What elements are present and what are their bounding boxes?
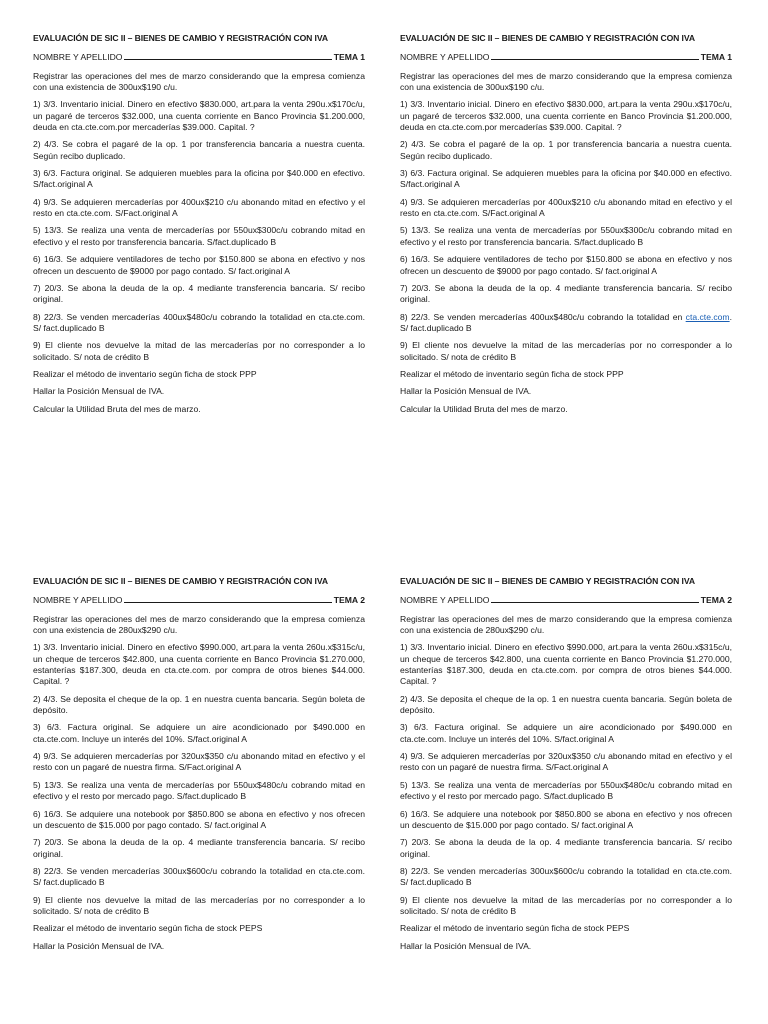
intro-text: Registrar las operaciones del mes de marzo considerando que la empresa comienza con una existencia de 280ux$290 c/u. xyxy=(33,613,365,636)
operation-1: 1) 3/3. Inventario inicial. Dinero en efectivo $830.000, art.para la venta 290u.x$170c/u, un pagaré de terceros $32.000, una cuenta corriente en Banco Provincia $1.200.000, deuda en cta.cte.com.por mercaderías $39.000. Capital. ? xyxy=(33,99,365,133)
operation-3: 3) 6/3. Factura original. Se adquieren muebles para la oficina por $40.000 en efectivo. S/fact.original A xyxy=(33,168,365,190)
tema-label: TEMA 2 xyxy=(333,595,365,606)
operation-8: 8) 22/3. Se venden mercaderías 400ux$480c/u cobrando la totalidad en cta.cte.com. S/ fact.duplicado B xyxy=(33,311,365,333)
exam-sheet-tema1-left xyxy=(33,33,365,421)
tema-label: TEMA 2 xyxy=(700,595,732,606)
exam-title: EVALUACIÓN DE SIC II – BIENES DE CAMBIO Y REGISTRACIÓN CON IVA xyxy=(33,33,328,43)
operation-6: 6) 16/3. Se adquiere una notebook por $850.800 se abona en efectivo y nos ofrecen un descuento de $15.000 por pago contado. S/ fact.original A xyxy=(33,808,365,830)
operation-2: 2) 4/3. Se cobra el pagaré de la op. 1 por transferencia bancaria a nuestra cuenta. Según recibo duplicado. xyxy=(400,139,732,161)
operation-3: 3) 6/3. Factura original. Se adquiere un aire acondicionado por $490.000 en cta.cte.com. Incluye un interés del 10%. S/fact.original A xyxy=(33,722,365,744)
operation-6: 6) 16/3. Se adquiere ventiladores de techo por $150.800 se abona en efectivo y nos ofrecen un descuento de $9000 por pago contado. S/ fact.original A xyxy=(400,254,732,276)
operation-8 xyxy=(400,312,732,335)
operation-2: 2) 4/3. Se deposita el cheque de la op. 1 en nuestra cuenta bancaria. Según boleta de depósito. xyxy=(33,693,365,716)
operation-4: 4) 9/3. Se adquieren mercaderías por 320ux$350 c/u abonando mitad en efectivo y el resto con un pagaré de nuestra firma. S/Fact.original A xyxy=(400,751,732,773)
operation-8-text: 8) 22/3. Se venden mercaderías 400ux$480c/u cobrando la totalidad en xyxy=(400,311,686,322)
intro-text: Registrar las operaciones del mes de marzo considerando que la empresa comienza con una existencia de 300ux$190 c/u. xyxy=(400,70,732,93)
operation-4: 4) 9/3. Se adquieren mercaderías por 400ux$210 c/u abonando mitad en efectivo y el resto en cta.cte.com. S/Fact.original A xyxy=(33,196,365,219)
operation-4: 4) 9/3. Se adquieren mercaderías por 320ux$350 c/u abonando mitad en efectivo y el resto con un pagaré de nuestra firma. S/Fact.original A xyxy=(33,751,365,773)
name-label: NOMBRE Y APELLIDO xyxy=(400,52,490,63)
name-label: NOMBRE Y APELLIDO xyxy=(33,595,123,606)
task-2: Hallar la Posición Mensual de IVA. xyxy=(400,386,532,397)
task-1: Realizar el método de inventario según ficha de stock PEPS xyxy=(33,923,263,934)
operation-2: 2) 4/3. Se deposita el cheque de la op. 1 en nuestra cuenta bancaria. Según boleta de depósito. xyxy=(400,693,732,716)
operation-6: 6) 16/3. Se adquiere una notebook por $850.800 se abona en efectivo y nos ofrecen un descuento de $15.000 por pago contado. S/ fact.original A xyxy=(400,808,732,830)
operation-7: 7) 20/3. Se abona la deuda de la op. 4 mediante transferencia bancaria. S/ recibo original. xyxy=(400,837,732,859)
exam-sheet-tema2-right xyxy=(400,576,732,958)
name-line xyxy=(491,51,698,60)
name-row xyxy=(400,594,732,606)
operation-9: 9) El cliente nos devuelve la mitad de las mercaderías por no corresponder a lo solicitado. S/ nota de crédito B xyxy=(33,894,365,916)
operation-7: 7) 20/3. Se abona la deuda de la op. 4 mediante transferencia bancaria. S/ recibo original. xyxy=(33,282,365,305)
operation-1: 1) 3/3. Inventario inicial. Dinero en efectivo $990.000, art.para la venta 260u.x$315c/u, un cheque de terceros $42.800, una cuenta corriente en Banco Provincia $1.270.000, estanterías $187.300, deuda en cta.cte.com. por compra de otros bienes $44.000. Capital. ? xyxy=(400,642,732,687)
intro-text: Registrar las operaciones del mes de marzo considerando que la empresa comienza con una existencia de 300ux$190 c/u. xyxy=(33,70,365,93)
operation-9: 9) El cliente nos devuelve la mitad de las mercaderías por no corresponder a lo solicitado. S/ nota de crédito B xyxy=(400,340,732,362)
name-line xyxy=(124,51,331,60)
tema-label: TEMA 1 xyxy=(700,52,732,63)
operation-5: 5) 13/3. Se realiza una venta de mercaderías por 550ux$480c/u cobrando mitad en efectivo y el resto por mercado pago. S/fact.duplicado B xyxy=(400,779,732,802)
operation-2: 2) 4/3. Se cobra el pagaré de la op. 1 por transferencia bancaria a nuestra cuenta. Según recibo duplicado. xyxy=(33,139,365,161)
intro-text: Registrar las operaciones del mes de marzo considerando que la empresa comienza con una existencia de 280ux$290 c/u. xyxy=(400,613,732,636)
exam-title: EVALUACIÓN DE SIC II – BIENES DE CAMBIO Y REGISTRACIÓN CON IVA xyxy=(400,576,695,586)
name-line xyxy=(491,594,698,603)
operation-1: 1) 3/3. Inventario inicial. Dinero en efectivo $990.000, art.para la venta 260u.x$315c/u, un cheque de terceros $42.800, una cuenta corriente en Banco Provincia $1.270.000, estanterías $187.300, deuda en cta.cte.com. por compra de otros bienes $44.000. Capital. ? xyxy=(33,642,365,687)
task-2: Hallar la Posición Mensual de IVA. xyxy=(33,940,165,951)
name-row xyxy=(33,594,365,606)
operation-9: 9) El cliente nos devuelve la mitad de las mercaderías por no corresponder a lo solicitado. S/ nota de crédito B xyxy=(33,340,365,362)
operation-8-suffix: . S/ fact.duplicado B xyxy=(400,311,732,333)
tema-label: TEMA 1 xyxy=(333,52,365,63)
task-1: Realizar el método de inventario según ficha de stock PPP xyxy=(400,368,624,379)
name-label: NOMBRE Y APELLIDO xyxy=(400,595,490,606)
name-row xyxy=(33,51,365,63)
operation-8: 8) 22/3. Se venden mercaderías 300ux$600c/u cobrando la totalidad en cta.cte.com. S/ fact.duplicado B xyxy=(400,865,732,888)
task-2: Hallar la Posición Mensual de IVA. xyxy=(400,940,532,951)
operation-5: 5) 13/3. Se realiza una venta de mercaderías por 550ux$300c/u cobrando mitad en efectivo y el resto por transferencia bancaria. S/fact.duplicado B xyxy=(33,225,365,247)
name-line xyxy=(124,594,331,603)
task-1: Realizar el método de inventario según ficha de stock PPP xyxy=(33,368,257,379)
operation-3: 3) 6/3. Factura original. Se adquiere un aire acondicionado por $490.000 en cta.cte.com. Incluye un interés del 10%. S/fact.original A xyxy=(400,722,732,744)
operation-5: 5) 13/3. Se realiza una venta de mercaderías por 550ux$480c/u cobrando mitad en efectivo y el resto por mercado pago. S/fact.duplicado B xyxy=(33,779,365,802)
operation-9: 9) El cliente nos devuelve la mitad de las mercaderías por no corresponder a lo solicitado. S/ nota de crédito B xyxy=(400,894,732,916)
exam-sheet-tema1-right xyxy=(400,33,732,421)
operation-7: 7) 20/3. Se abona la deuda de la op. 4 mediante transferencia bancaria. S/ recibo original. xyxy=(400,282,732,305)
task-2: Hallar la Posición Mensual de IVA. xyxy=(33,386,165,397)
operation-4: 4) 9/3. Se adquieren mercaderías por 400ux$210 c/u abonando mitad en efectivo y el resto en cta.cte.com. S/Fact.original A xyxy=(400,196,732,219)
exam-title: EVALUACIÓN DE SIC II – BIENES DE CAMBIO Y REGISTRACIÓN CON IVA xyxy=(33,576,328,586)
exam-title: EVALUACIÓN DE SIC II – BIENES DE CAMBIO Y REGISTRACIÓN CON IVA xyxy=(400,33,695,43)
operation-3: 3) 6/3. Factura original. Se adquieren muebles para la oficina por $40.000 en efectivo. S/fact.original A xyxy=(400,168,732,190)
cta-cte-link[interactable]: cta.cte.com xyxy=(685,311,730,322)
name-row xyxy=(400,51,732,63)
operation-1: 1) 3/3. Inventario inicial. Dinero en efectivo $830.000, art.para la venta 290u.x$170c/u, un pagaré de terceros $32.000, una cuenta corriente en Banco Provincia $1.200.000, deuda en cta.cte.com.por mercaderías $39.000. Capital. ? xyxy=(400,99,732,133)
task-3: Calcular la Utilidad Bruta del mes de marzo. xyxy=(33,403,201,414)
operation-8: 8) 22/3. Se venden mercaderías 300ux$600c/u cobrando la totalidad en cta.cte.com. S/ fact.duplicado B xyxy=(33,865,365,888)
operation-7: 7) 20/3. Se abona la deuda de la op. 4 mediante transferencia bancaria. S/ recibo original. xyxy=(33,837,365,859)
name-label: NOMBRE Y APELLIDO xyxy=(33,52,123,63)
task-3: Calcular la Utilidad Bruta del mes de marzo. xyxy=(400,403,568,414)
task-1: Realizar el método de inventario según ficha de stock PEPS xyxy=(400,923,630,934)
operation-5: 5) 13/3. Se realiza una venta de mercaderías por 550ux$300c/u cobrando mitad en efectivo y el resto por transferencia bancaria. S/fact.duplicado B xyxy=(400,225,732,247)
exam-sheet-tema2-left xyxy=(33,576,365,958)
operation-6: 6) 16/3. Se adquiere ventiladores de techo por $150.800 se abona en efectivo y nos ofrecen un descuento de $9000 por pago contado. S/ fact.original A xyxy=(33,254,365,276)
